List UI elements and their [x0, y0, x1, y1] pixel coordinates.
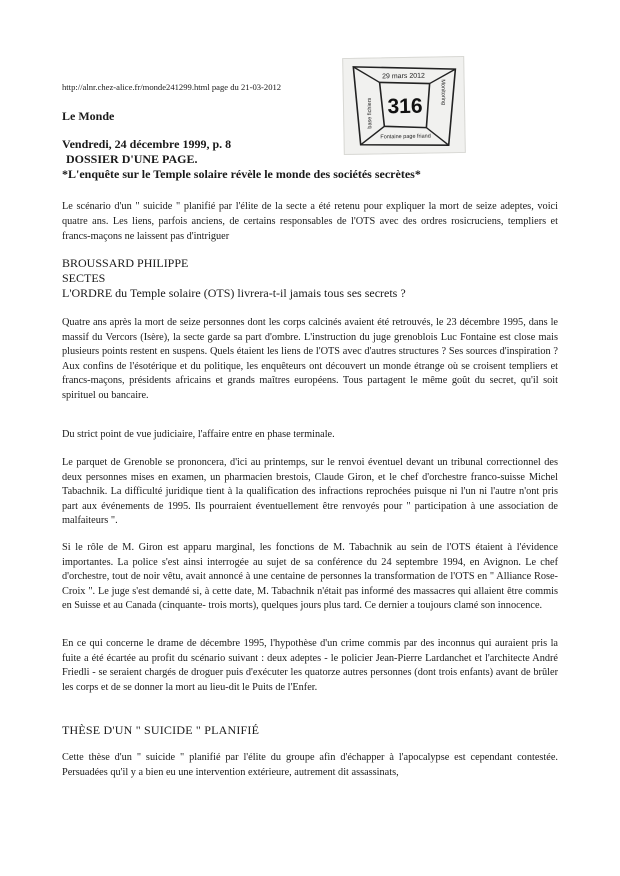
body-paragraph: Le parquet de Grenoble se prononcera, d'ici au printemps, sur le renvoi éventuel devant un tribunal correctionnel des deux personnes mises en examen, un pharmacien brestois, Claude Giron, et le chef d'orchestre franco-suisse Michel Tabachnik. La difficulté juridique tient à la qualification des infractions reprochées puisque ni l'un ni l'autre n'ont pris part aux événements de 1995. Ils pourraient éventuellement être renvoyés pour " participation à une association de malfaiteurs ".	[62, 457, 558, 527]
headline: *L'enquête sur le Temple solaire révèle le monde des sociétés secrètes*	[62, 167, 421, 181]
publication-date: Vendredi, 24 décembre 1999, p. 8	[62, 137, 232, 151]
body-paragraph: Si le rôle de M. Giron est apparu marginal, les fonctions de M. Tabachnik au sein de l'OTS étaient à l'évidence importantes. La police s'est ainsi interrogée au sujet de sa conférence du 24 septembre 1994, en Avignon. Le chef d'orchestre, tout de noir vêtu, avait annoncé à une centaine de personnes la transformation de l'OTS en " Alliance Rose-Croix ". Le juge s'est demandé si, à cette date, M. Tabachnik n'était pas informé des massacres qui allaient être commis en Suisse et au Canada (cinquante- trois morts), quelques jours plus tard. Ce dernier a toujours clamé son innocence.	[62, 542, 558, 612]
byline-block	[62, 256, 406, 301]
body-paragraph: Cette thèse d'un " suicide " planifié par l'élite du groupe afin d'échapper à l'apocalypse est cependant contestée. Persuadées qu'il y a bien eu une intervention extérieure, autrement dit assassinats,	[62, 752, 558, 778]
stamp-right-text: Monitoring	[439, 79, 446, 106]
source-url: http://alnr.chez-alice.fr/monde241299.html page du 21-03-2012	[62, 82, 282, 92]
newspaper-name: Le Monde	[62, 109, 115, 123]
section-subheading: THÈSE D'UN " SUICIDE " PLANIFIÉ	[62, 723, 260, 737]
dateline-block	[62, 137, 582, 182]
lead-paragraph: Le scénario d'un " suicide " planifié par l'élite de la secte a été retenu pour expliquer la mort de seize adeptes, voici quatre ans. Les liens, parfois anciens, de certains responsables de l'OTS avec des ordres rosicruciens, templiers et francs-maçons ne laissent pas d'intriguer	[62, 201, 558, 242]
author-name: BROUSSARD PHILIPPE	[62, 256, 189, 270]
body-paragraph: Du strict point de vue judiciaire, l'affaire entre en phase terminale.	[62, 429, 335, 440]
stamp-number: 316	[387, 94, 423, 119]
rubric-label: SECTES	[62, 271, 106, 285]
body-paragraph: En ce qui concerne le drame de décembre 1995, l'hypothèse d'un crime commis par des inconnus qui auraient pris la fuite a été écartée au profit du scénario suivant : deux adeptes - le policier Jean-Pierre Lardanchet et l'architecte André Friedli - se seraient chargés de droguer puis d'exécuter les quatorze autres personnes (dont trois enfants) avant de brûler les corps et de se donner la mort au lieu-dit le Puits de l'Enfer.	[62, 638, 558, 693]
stamp-left-text: base fichiers	[366, 97, 374, 129]
body-paragraph: Quatre ans après la mort de seize personnes dont les corps calcinés avaient été retrouvés, le 23 décembre 1995, dans le massif du Vercors (Isère), la secte garde sa part d'ombre. L'instruction du juge grenoblois Luc Fontaine est close mais plusieurs points restent en suspens. Quels étaient les liens de l'OTS avec d'autres structures ? Ses sources d'inspiration ? Aux confins de l'ésotérique et du politique, les enquêteurs ont découvert un monde étrange où se croisent templiers et francs-maçons, présidents africains et grands maîtres européens. Tous partagent le même goût du secret, qu'il soit spirituel ou bancaire.	[62, 317, 558, 401]
section-label: DOSSIER D'UNE PAGE.	[66, 152, 198, 166]
stamp-bottom-text: Fontaine page friand	[380, 133, 431, 141]
article-title: L'ORDRE du Temple solaire (OTS) livrera-t-il jamais tous ses secrets ?	[62, 286, 406, 300]
stamp-date: 29 mars 2012	[382, 72, 425, 81]
